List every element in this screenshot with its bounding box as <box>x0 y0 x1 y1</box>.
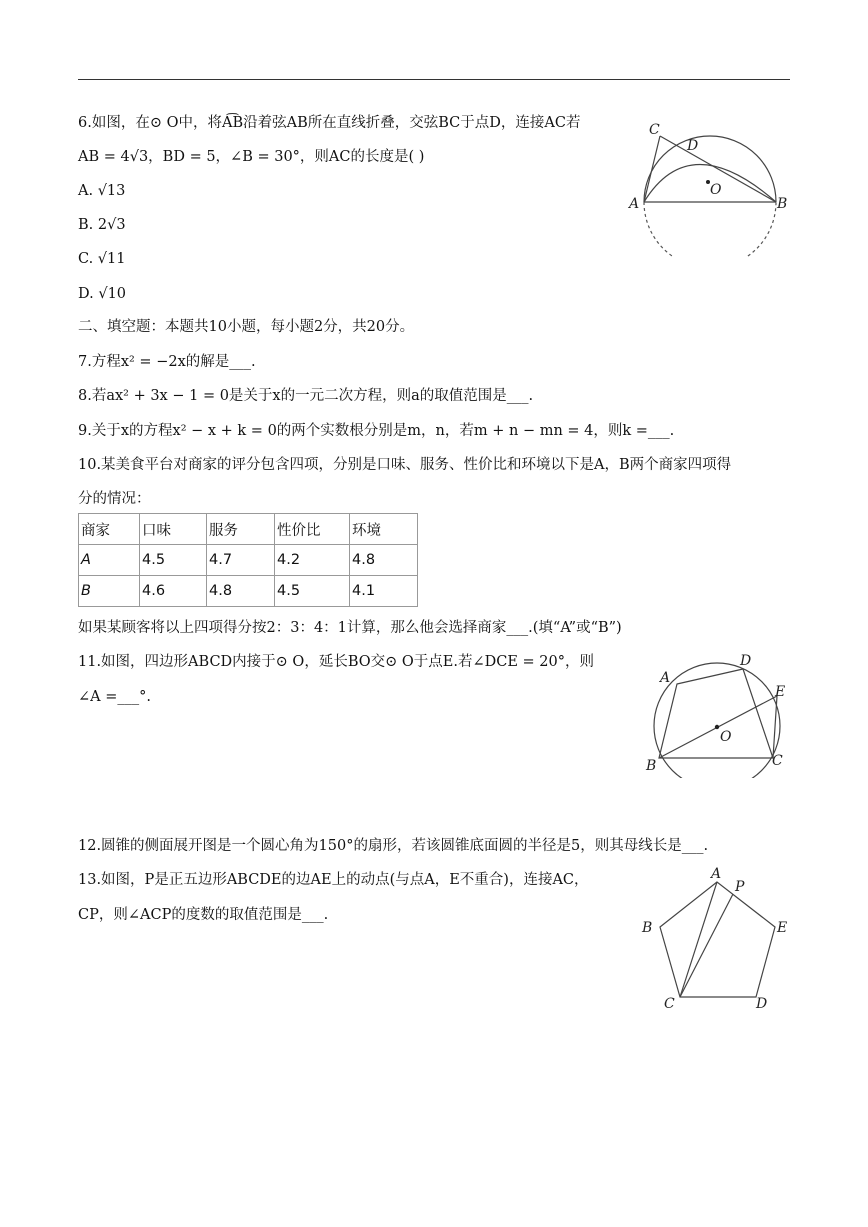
section2-heading: 二、填空题：本题共10小题，每小题2分，共20分。 <box>78 319 415 335</box>
q10-text-line2: 分的情况： <box>78 491 151 507</box>
q6-label-d: D <box>687 138 699 154</box>
table-header-cell: 环境 <box>350 514 418 545</box>
q10-score-table <box>78 513 418 607</box>
q11-label-b: B <box>646 758 657 774</box>
q6-label-a: A <box>629 196 640 212</box>
q12-text: 12.圆锥的侧面展开图是一个圆心角为150°的扇形，若该圆锥底面圆的半径是5，则其母线长是___. <box>78 838 709 854</box>
header-rule <box>78 79 790 80</box>
q6-label-o: O <box>710 182 722 198</box>
table-row <box>79 545 418 576</box>
q13-label-a: A <box>711 866 722 882</box>
q6-option-a: A. √13 <box>78 183 126 199</box>
q6-option-d: D. √10 <box>78 286 127 302</box>
q9-text: 9.关于x的方程x² − x + k = 0的两个实数根分别是m，n，若m + n − mn = 4，则k =___. <box>78 423 675 439</box>
table-header-row <box>79 514 418 545</box>
q11-label-e: E <box>775 684 786 700</box>
table-header-cell: 性价比 <box>275 514 350 545</box>
q11-figure <box>640 648 795 778</box>
table-header-cell: 口味 <box>140 514 207 545</box>
table-header-cell: 服务 <box>207 514 275 545</box>
q6-option-c: C. √11 <box>78 251 126 267</box>
table-cell: 4.5 <box>275 576 350 607</box>
table-cell: 4.2 <box>275 545 350 576</box>
table-cell: B <box>79 576 140 607</box>
table-cell: 4.8 <box>207 576 275 607</box>
q11-label-a: A <box>660 670 671 686</box>
q13-text-line1: 13.如图，P是正五边形ABCDE的边AE上的动点(与点A，E不重合)，连接AC， <box>78 872 589 888</box>
q6-text-line1: 6.如图，在⊙ O中，将A͡B沿着弦AB所在直线折叠，交弦BC于点D，连接AC若 <box>78 115 581 131</box>
q13-figure <box>630 864 795 1014</box>
q6-label-b: B <box>777 196 788 212</box>
table-cell: A <box>79 545 140 576</box>
q11-text-line2: ∠A =___°. <box>78 689 151 705</box>
q10-text-line1: 10.某美食平台对商家的评分包含四项，分别是口味、服务、性价比和环境以下是A，B两个商家四项得 <box>78 457 732 473</box>
q13-label-p: P <box>735 879 745 895</box>
q6-figure <box>620 112 795 257</box>
q13-label-b: B <box>642 920 653 936</box>
q10-text-after: 如果某顾客将以上四项得分按2：3：4：1计算，那么他会选择商家___.(填“A”或“B”) <box>78 620 622 636</box>
q11-label-o: O <box>720 729 732 745</box>
table-row <box>79 576 418 607</box>
q7-text: 7.方程x² = −2x的解是___. <box>78 354 256 370</box>
q13-text-line2: CP，则∠ACP的度数的取值范围是___. <box>78 907 329 923</box>
q13-label-c: C <box>664 996 675 1012</box>
q13-label-e: E <box>777 920 788 936</box>
q8-text: 8.若ax² + 3x − 1 = 0是关于x的一元二次方程，则a的取值范围是___. <box>78 388 534 404</box>
q6-label-c: C <box>649 122 660 138</box>
q11-text-line1: 11.如图，四边形ABCD内接于⊙ O，延长BO交⊙ O于点E.若∠DCE = 20°，则 <box>78 654 594 670</box>
q6-option-b: B. 2√3 <box>78 217 126 233</box>
q6-text-line2: AB = 4√3，BD = 5，∠B = 30°，则AC的长度是( ) <box>78 149 425 165</box>
table-cell: 4.6 <box>140 576 207 607</box>
table-cell: 4.8 <box>350 545 418 576</box>
table-cell: 4.5 <box>140 545 207 576</box>
table-cell: 4.1 <box>350 576 418 607</box>
q13-label-d: D <box>756 996 768 1012</box>
table-header-cell: 商家 <box>79 514 140 545</box>
q11-label-c: C <box>772 753 783 769</box>
table-cell: 4.7 <box>207 545 275 576</box>
q11-label-d: D <box>740 653 752 669</box>
